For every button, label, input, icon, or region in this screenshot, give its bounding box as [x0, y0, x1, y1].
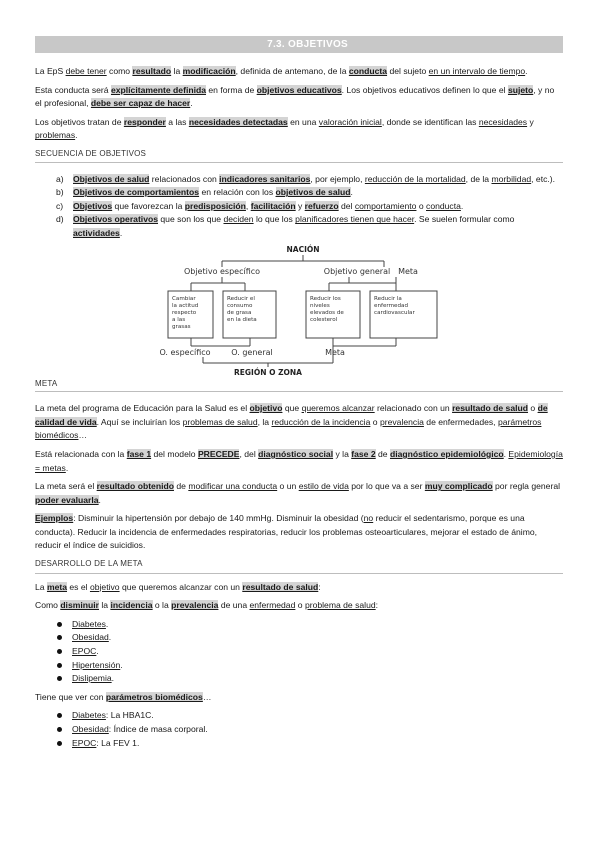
intro-paragraph-3: Los objetivos tratan de responder a las necesidades detectadas en una valoración inicial, donde se identifican las necesidades y problemas. [35, 116, 534, 141]
parameter-list [35, 709, 563, 750]
box-3-line-2: niveles [310, 302, 330, 309]
list-item: Dislipemia. [72, 672, 563, 686]
box-2-line-1: Reducir el [227, 295, 255, 302]
box-2-line-3: de grasa [227, 309, 252, 316]
intro-paragraph-1: La EpS debe tener como resultado la modificación, definida de antemano, de la conducta del sujeto en un intervalo de tiempo. [35, 66, 528, 76]
list-item: Obesidad: Índice de masa corporal. [72, 723, 563, 737]
list-item: Diabetes. [72, 618, 563, 632]
diagram-bottom-label: REGIÓN O ZONA [234, 367, 302, 377]
box-2-line-2: consumo [227, 302, 253, 309]
document-page [35, 36, 563, 750]
section-title: 7.3. OBJETIVOS [35, 36, 563, 53]
intro-paragraph-2: Esta conducta será explícitamente definida en forma de objetivos educativos. Los objetivos educativos definen lo que el sujeto, y no el profesional, debe ser capaz de hacer. [35, 84, 555, 109]
box-3-line-1: Reducir los [310, 295, 341, 302]
desarrollo-paragraph-2: Como disminuir la incidencia o la prevalencia de una enfermedad o problema de salud: [35, 600, 379, 611]
diagram-label-specific: Objetivo específico [183, 266, 261, 276]
box-1-line-5: grasas [172, 323, 191, 330]
sequence-item-c: c) Objetivos que favorezcan la predisposición, facilitación y refuerzo del comportamiento o conducta. [56, 200, 464, 211]
box-3-line-4: colesterol [310, 316, 338, 323]
meta-paragraph-1: La meta del programa de Educación para la Salud es el objetivo que queremos alcanzar relacionado con un resultado de salud o de calidad de vida. Aquí se incluirían los problemas de salud, la reducción de la incidencia o prevalencia de enfermedades, parámetros biomédicos… [35, 403, 548, 441]
desarrollo-paragraph-1: La meta es el objetivo que queremos alcanzar con un resultado de salud: [35, 581, 321, 592]
diagram-bottom-specific: O. específico [159, 347, 211, 357]
box-1-line-3: respecto [172, 309, 197, 316]
box-3-line-3: elevados de [310, 309, 344, 316]
list-item: EPOC: La FEV 1. [72, 737, 563, 751]
sequence-heading: SECUENCIA DE OBJETIVOS [35, 147, 563, 163]
box-1-line-1: Cambiar [172, 295, 196, 302]
meta-heading: META [35, 377, 563, 393]
sequence-item-b: b) Objetivos de comportamientos en relación con los objetivos de salud. [56, 187, 353, 198]
diagram-bottom-meta: Meta [325, 347, 345, 357]
list-item: Diabetes: La HBA1C. [72, 709, 563, 723]
diagram-bottom-general: O. general [231, 347, 273, 357]
box-1-line-2: la actitud [172, 302, 199, 309]
box-4-line-3: cardiovascular [374, 309, 415, 316]
box-1-line-4: a las [172, 316, 186, 323]
sequence-item-a: a) Objetivos de salud relacionados con indicadores sanitarios, por ejemplo, reducción de la mortalidad, de la morbilidad, etc.). [56, 173, 556, 184]
diagram-top-label: NACIÓN [286, 244, 320, 254]
meta-paragraph-3: La meta será el resultado obtenido de modificar una conducta o un estilo de vida por lo que va a ser muy complicado por regla general poder evaluarla. [35, 481, 561, 505]
objectives-diagram [35, 243, 563, 377]
list-item: Hipertensión. [72, 659, 563, 673]
sequence-item-d: d) Objetivos operativos que son los que deciden lo que los planificadores tienen que hacer. Se suelen formular como actividades. [56, 214, 515, 238]
meta-paragraph-2: Está relacionada con la fase 1 del modelo PRECEDE, del diagnóstico social y la fase 2 de diagnóstico epidemiológico. Epidemiología = metas. [35, 448, 563, 473]
desarrollo-heading: DESARROLLO DE LA META [35, 557, 563, 574]
list-item: EPOC. [72, 645, 563, 659]
sequence-list [35, 173, 563, 241]
diagram-label-general: Objetivo general [323, 266, 391, 276]
disease-list [35, 618, 563, 686]
box-4-line-2: enfermedad [374, 302, 409, 309]
meta-paragraph-4: Ejemplos: Disminuir la hipertensión por debajo de 140 mmHg. Disminuir la obesidad (no reducir el sedentarismo, porque es una conducta). Reducir la incidencia de enfermedades respiratorias, reducir los problemas osteoarticulares, mejorar el estado de ánimo, reducir el índice de suicidios. [35, 513, 538, 551]
desarrollo-paragraph-3: Tiene que ver con parámetros biomédicos… [35, 691, 212, 702]
box-2-line-4: en la dieta [227, 316, 257, 323]
list-item: Obesidad. [72, 631, 563, 645]
diagram-label-meta: Meta [398, 266, 418, 276]
box-4-line-1: Reducir la [374, 295, 402, 302]
